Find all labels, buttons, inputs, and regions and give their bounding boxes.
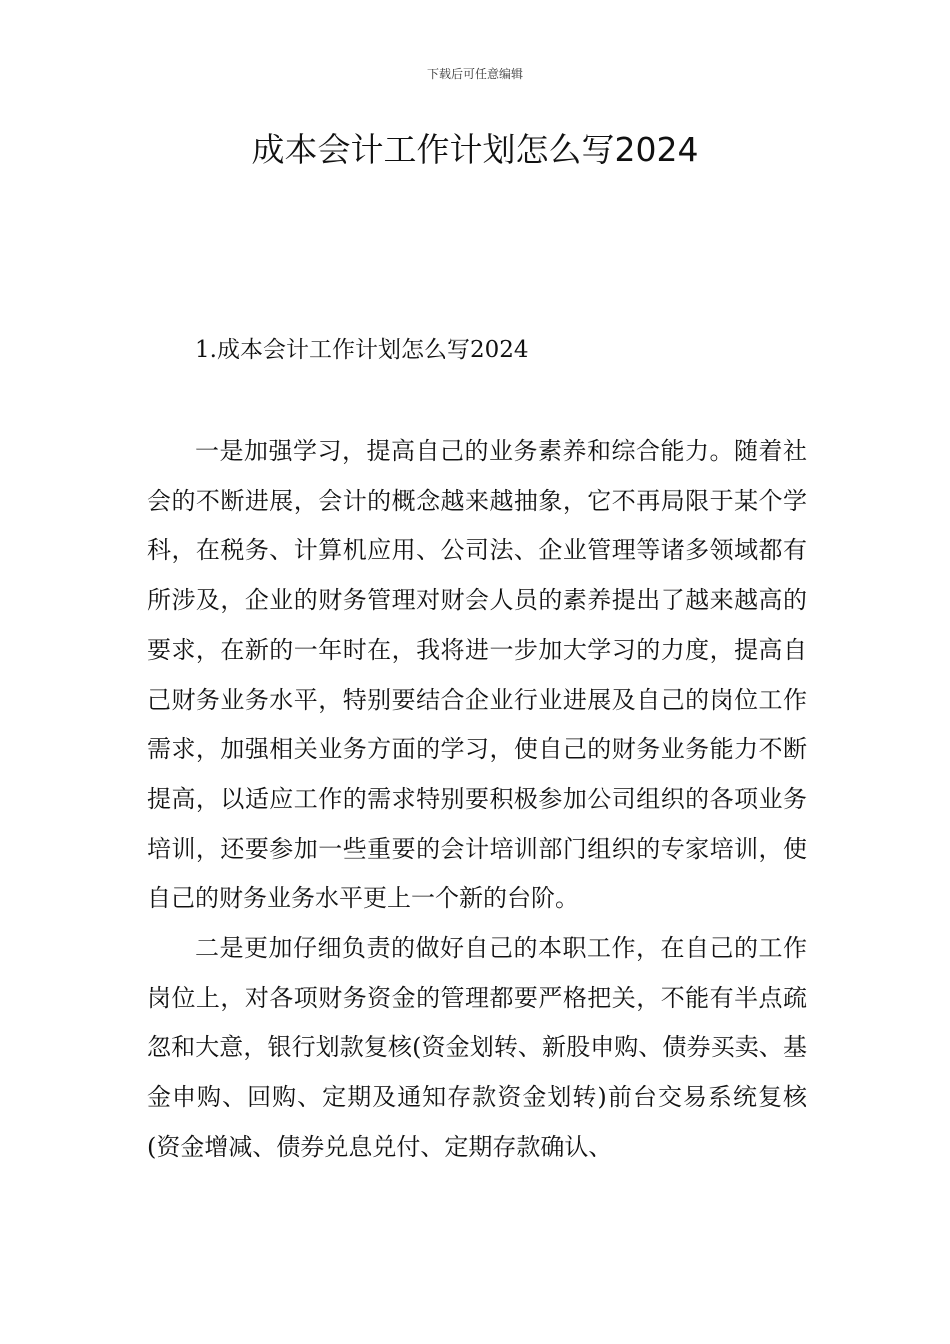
- paragraph: 一是加强学习，提高自己的业务素养和综合能力。随着社会的不断进展，会计的概念越来越抽象，它不再局限于某个学科，在税务、计算机应用、公司法、企业管理等诸多领域都有所涉及，企业的财务管理对财会人员的素养提出了越来越高的要求，在新的一年时在，我将进一步加大学习的力度，提高自己财务业务水平，特别要结合企业行业进展及自己的岗位工作需求，加强相关业务方面的学习，使自己的财务业务能力不断提高，以适应工作的需求特别要积极参加公司组织的各项业务培训，还要参加一些重要的会计培训部门组织的专家培训，使自己的财务业务水平更上一个新的台阶。: [147, 437, 807, 913]
- section-heading: 1.成本会计工作计划怎么写2024: [195, 337, 529, 363]
- body-text: [147, 427, 807, 1173]
- paragraph: 二是更加仔细负责的做好自己的本职工作，在自己的工作岗位上，对各项财务资金的管理都要严格把关，不能有半点疏忽和大意，银行划款复核(资金划转、新股申购、债券买卖、基金申购、回购、定期及通知存款资金划转)前台交易系统复核(资金增减、债券兑息兑付、定期存款确认、: [147, 934, 807, 1161]
- document-title: 成本会计工作计划怎么写2024: [251, 130, 699, 169]
- header-note: 下载后可任意编辑: [426, 67, 523, 81]
